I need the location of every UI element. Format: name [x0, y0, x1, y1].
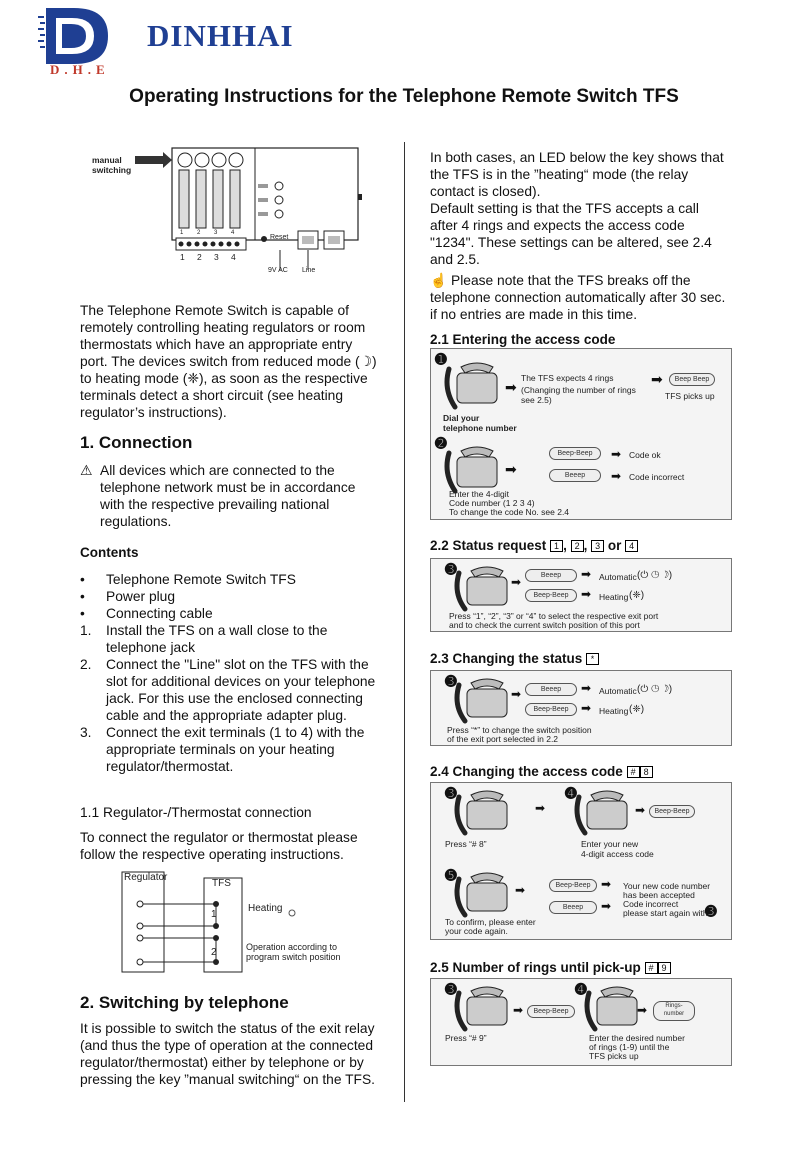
operation-label: Operation according to — [246, 942, 338, 952]
beep-beep-pill: Beep-Beep — [525, 703, 577, 716]
key-9: 9 — [658, 962, 671, 974]
arrow-icon: ➡ — [511, 575, 522, 589]
list-item: 3. Connect the exit terminals (1 to 4) with the appropriate terminals on your heating regulator/thermostat. — [80, 725, 365, 774]
telephone-icon — [451, 983, 511, 1033]
press-text: Press “# 8” — [445, 839, 487, 849]
device-diagram — [80, 146, 370, 276]
company-logo — [38, 6, 113, 66]
contents-list — [80, 571, 380, 775]
beep-pill: Beeep — [525, 569, 577, 582]
telephone-icon — [451, 675, 511, 725]
note-block — [430, 272, 730, 323]
access-code-diagram — [430, 348, 732, 520]
switching-label: switching — [92, 165, 132, 175]
step-number: ➍ — [565, 785, 577, 801]
warning-text: All devices which are connected to the telephone network must be in accordance with the respective prevailing national regulations. — [100, 463, 356, 529]
arrow-icon: ➡ — [505, 379, 517, 395]
reset-label: Reset — [270, 234, 289, 241]
press-text: Press “1”, “2”, “3” or “4” to select the respective exit port — [449, 611, 659, 621]
step-number: ➋ — [435, 435, 447, 451]
device-drawing — [80, 146, 370, 276]
terminal-label: 4 — [231, 252, 236, 262]
key-star: * — [586, 653, 599, 665]
arrow-icon: ➡ — [581, 567, 592, 581]
heating-label: Heating — [599, 592, 629, 602]
arrow-icon: ➡ — [601, 899, 612, 913]
section-1-heading: 1. Connection — [80, 433, 193, 452]
enter-text: Enter the desired number — [589, 1033, 685, 1043]
press-text: Press “# 9” — [445, 1033, 487, 1043]
regulator-label: Regulator — [124, 872, 168, 883]
warning-icon: ⚠ — [80, 463, 93, 478]
beep-beep-pill: Beep-Beep — [549, 879, 597, 892]
tfs-label: TFS — [212, 878, 231, 889]
status-request-diagram — [430, 558, 732, 632]
arrow-icon: ➡ — [515, 883, 526, 897]
contents-heading: Contents — [80, 545, 139, 560]
section-2-5-heading: 2.5 Number of rings until pick-up # 9 — [430, 960, 671, 975]
automatic-label: Automatic — [599, 572, 637, 582]
list-item: 2. Connect the "Line" slot on the TFS with the slot for additional devices on your telephone jack. For this use the enclosed connecting cable and the appropriate adapter plug. — [80, 657, 376, 723]
program-label: program switch position — [246, 952, 341, 962]
column-divider — [404, 142, 405, 1102]
automatic-label: Automatic — [599, 686, 637, 696]
heating-label: Heating — [599, 706, 629, 716]
brand-name: DINHHAI — [147, 18, 294, 53]
enter-text: Code number (1 2 3 4) — [449, 498, 535, 508]
terminal-label: 1 — [180, 252, 185, 262]
result-text: Your new code number — [623, 881, 711, 891]
code-ok-text: Code ok — [629, 450, 661, 460]
key-4: 4 — [625, 540, 638, 552]
telephone-icon — [451, 787, 511, 837]
step-number: ➌ — [445, 981, 457, 997]
heating-symbol: (❈) — [629, 590, 645, 601]
list-item: 1. Install the TFS on a wall close to the telephone jack — [80, 623, 328, 655]
list-item: • Connecting cable — [80, 606, 213, 621]
beep-pill: Beeep — [549, 901, 597, 914]
heating-symbol: (❈) — [629, 704, 645, 715]
subsection-1-1-heading: 1.1 Regulator-/Thermostat connection — [80, 805, 312, 820]
key-hash: # — [627, 766, 640, 778]
rings-diagram — [430, 978, 732, 1066]
step-number: ➌ — [445, 561, 457, 577]
arrow-icon: ➡ — [611, 469, 622, 483]
beep-pill: Beeep — [525, 683, 577, 696]
section-2-heading: 2. Switching by telephone — [80, 993, 289, 1012]
expects-text: The TFS expects 4 rings — [521, 373, 614, 383]
arrow-icon: ➡ — [601, 877, 612, 891]
hand-icon: ☝ — [430, 273, 448, 288]
section-2-2-heading: 2.2 Status request 1 , 2 , 3 or 4 — [430, 538, 638, 553]
default-paragraph: Default setting is that the TFS accepts a call after 4 rings and expects the access code "1234". These settings can be altered, see 2.4 and 2.5. — [430, 201, 712, 267]
arrow-icon: ➡ — [635, 803, 646, 817]
step-number: ➍ — [575, 981, 587, 997]
dial-text: Dial your — [443, 413, 480, 423]
enter-text: of rings (1-9) until the — [589, 1042, 670, 1052]
arrow-icon: ➡ — [581, 681, 592, 695]
key-1: 1 — [550, 540, 563, 552]
beep-pill: Beep Beep — [669, 373, 715, 386]
key-8: 8 — [640, 766, 653, 778]
heating-label: Heating — [248, 903, 283, 914]
telephone-icon — [571, 787, 631, 837]
beep-beep-pill: Beep-Beep — [649, 805, 695, 818]
section-2-text: It is possible to switch the status of the exit relay (and thus the type of operation at the connected regulator/thermostat) either by telephone or by pressing the key ”manual switching“ on the TFS. — [80, 1021, 375, 1087]
step-number: ➎ — [445, 867, 457, 883]
press-text: and to check the current switch position of this port — [449, 620, 640, 630]
result-text: has been accepted — [623, 890, 695, 900]
arrow-icon: ➡ — [535, 801, 546, 815]
arrow-icon: ➡ — [581, 587, 592, 601]
beep-beep-pill: Beep-Beep — [549, 447, 601, 460]
page-title: Operating Instructions for the Telephone Remote Switch TFS — [129, 86, 679, 107]
arrow-icon: ➡ — [651, 371, 663, 387]
brand-short: D.H.E — [50, 62, 110, 77]
enter-text: To change the code No. see 2.4 — [449, 507, 570, 517]
slot-number: 2 — [197, 230, 201, 236]
slot-number: 1 — [180, 230, 184, 236]
logo-d-icon — [38, 6, 113, 66]
key-hash: # — [645, 962, 658, 974]
subsection-1-1-text: To connect the regulator or thermostat please follow the respective operating instructions. — [80, 830, 358, 862]
change-status-diagram — [430, 670, 732, 746]
key-2: 2 — [571, 540, 584, 552]
list-item: • Power plug — [80, 589, 176, 604]
result-text: Code incorrect — [623, 899, 679, 909]
intro-paragraph: The Telephone Remote Switch is capable of remotely controlling heating regulators or room thermostats which have an appropriate entry port. The devices switch from reduced mode (☽) to heating mode (❈), as soon as the respective terminals detect a short circuit (see heating regulator’s instructions). — [80, 303, 377, 420]
step-number: ➌ — [705, 903, 717, 919]
change-code-diagram — [430, 782, 732, 940]
press-text: Press “*” to change the switch position — [447, 725, 592, 735]
beep-pill: Beeep — [549, 469, 601, 482]
enter-text: TFS picks up — [589, 1051, 639, 1061]
enter-text: 4-digit access code — [581, 849, 654, 859]
dial-text: telephone number — [443, 423, 517, 433]
code-incorrect-text: Code incorrect — [629, 472, 685, 482]
changing-text: (Changing the number of rings — [521, 385, 636, 395]
enter-text: Enter your new — [581, 839, 639, 849]
beep-beep-pill: Beep-Beep — [527, 1005, 575, 1018]
arrow-icon: ➡ — [611, 447, 622, 461]
picks-up-text: TFS picks up — [665, 391, 715, 401]
telephone-icon — [441, 359, 501, 413]
note-text: Please note that the TFS breaks off the telephone connection automatically after 30 sec. if no entries are made in this time. — [430, 273, 726, 322]
key-3: 3 — [591, 540, 604, 552]
arrow-icon: ➡ — [581, 701, 592, 715]
beep-beep-pill: Beep-Beep — [525, 589, 577, 602]
list-item: • Telephone Remote Switch TFS — [80, 572, 296, 587]
arrow-icon: ➡ — [511, 687, 522, 701]
arrow-icon: ➡ — [637, 1003, 648, 1017]
terminal-label: 2 — [197, 252, 202, 262]
contact-number: 1 — [211, 909, 217, 920]
step-number: ➌ — [445, 785, 457, 801]
slot-number: 4 — [231, 230, 235, 236]
automatic-symbols: (⏻ ◷ ☽) — [637, 570, 673, 581]
port-line-label: Line — [302, 267, 316, 274]
press-text: of the exit port selected in 2.2 — [447, 734, 559, 744]
telephone-icon — [451, 869, 511, 919]
led-paragraph: In both cases, an LED below the key shows that the TFS is in the ”heating“ mode (the relay contact is closed). — [430, 150, 724, 199]
confirm-text: To confirm, please enter — [445, 917, 536, 927]
telephone-icon — [581, 983, 641, 1033]
wiring-diagram — [120, 870, 360, 974]
step-number: ➊ — [435, 351, 447, 367]
port-9v-label: 9V AC — [268, 267, 288, 274]
section-2-3-heading: 2.3 Changing the status * — [430, 651, 599, 666]
manual-label: manual — [92, 155, 122, 165]
terminal-label: 3 — [214, 252, 219, 262]
see-text: see 2.5) — [521, 395, 552, 405]
slot-number: 3 — [214, 230, 218, 236]
result-text: please start again with — [623, 908, 708, 918]
section-2-4-heading: 2.4 Changing the access code # 8 — [430, 764, 653, 779]
arrow-icon: ➡ — [505, 461, 517, 477]
arrow-icon: ➡ — [513, 1003, 524, 1017]
step-number: ➌ — [445, 673, 457, 689]
telephone-icon — [451, 563, 511, 613]
automatic-symbols: (⏻ ◷ ☽) — [637, 684, 673, 695]
enter-text: Enter the 4-digit — [449, 489, 510, 499]
contact-number: 2 — [211, 947, 217, 958]
confirm-text: your code again. — [445, 926, 508, 936]
section-2-1-heading: 2.1 Entering the access code — [430, 332, 616, 347]
warning-block — [80, 462, 380, 530]
rings-number-pill: Rings- number — [653, 1001, 695, 1021]
